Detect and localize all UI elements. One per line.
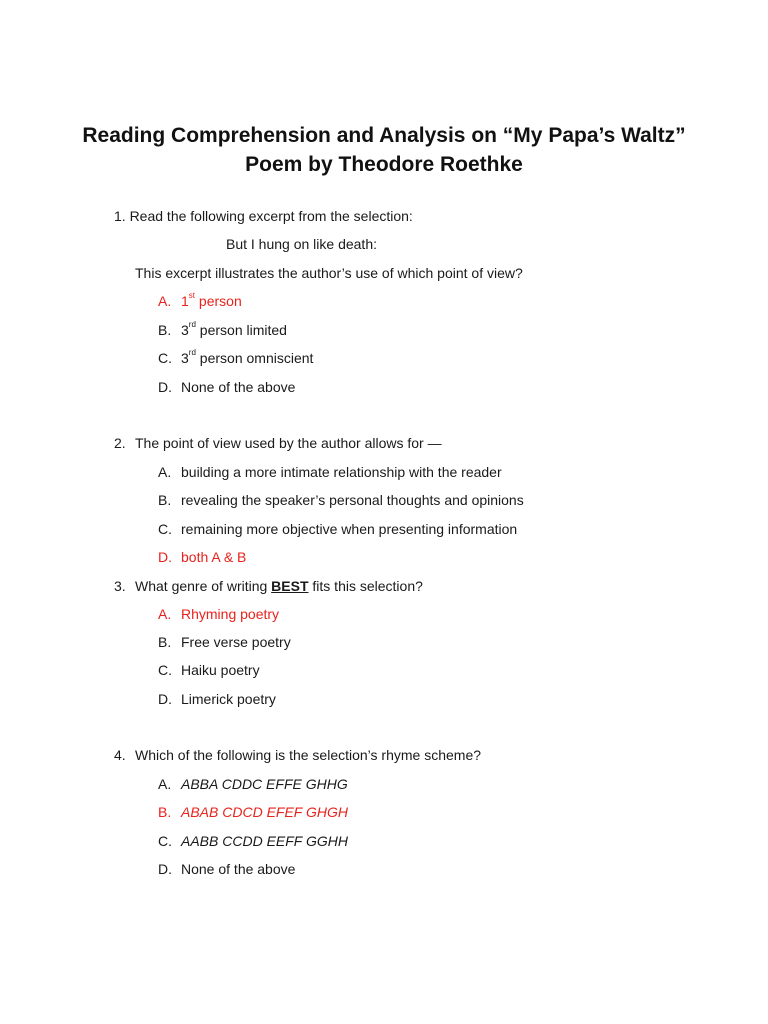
- option-text: building a more intimate relationship with the reader: [181, 464, 502, 480]
- title-line-1: Reading Comprehension and Analysis on “My Papa’s Waltz”: [82, 124, 686, 147]
- emphasis-best: BEST: [271, 578, 309, 594]
- option-text: None of the above: [181, 861, 296, 877]
- option-number: 1: [181, 293, 189, 309]
- q1-question: This excerpt illustrates the author’s use of which point of view?: [135, 265, 523, 281]
- option-text: Limerick poetry: [181, 691, 276, 707]
- option-text: both A & B: [181, 549, 247, 565]
- q3-question-end: fits this selection?: [308, 578, 423, 594]
- option-letter: D.: [158, 549, 172, 565]
- option-number: 3: [181, 350, 189, 366]
- title-line-2: Poem by Theodore Roethke: [245, 153, 523, 176]
- q1-prompt: 1. Read the following excerpt from the selection:: [114, 208, 413, 224]
- option-letter: C.: [158, 662, 172, 678]
- option-letter: D.: [158, 379, 172, 395]
- q3-question-start: What genre of writing: [135, 578, 272, 594]
- q3-number: 3.: [114, 578, 126, 594]
- option-letter: A.: [158, 293, 172, 309]
- option-text: Rhyming poetry: [181, 606, 280, 622]
- option-text: person limited: [195, 322, 287, 338]
- option-letter: B.: [158, 634, 172, 650]
- option-letter: D.: [158, 861, 172, 877]
- option-text: None of the above: [181, 379, 296, 395]
- option-letter: B.: [158, 322, 172, 338]
- option-text: ABAB CDCD EFEF GHGH: [181, 804, 348, 820]
- option-letter: A.: [158, 606, 172, 622]
- ordinal-suffix: rd: [188, 348, 196, 357]
- option-letter: B.: [158, 804, 172, 820]
- q2-question: The point of view used by the author allows for —: [135, 435, 442, 451]
- option-letter: C.: [158, 521, 172, 537]
- option-letter: A.: [158, 776, 172, 792]
- q1-excerpt: But I hung on like death:: [226, 236, 377, 252]
- option-text: AABB CCDD EEFF GGHH: [181, 833, 348, 849]
- option-letter: A.: [158, 464, 172, 480]
- option-text: remaining more objective when presenting information: [181, 521, 518, 537]
- option-text: Free verse poetry: [181, 634, 291, 650]
- option-text: revealing the speaker’s personal thoughts and opinions: [181, 492, 524, 508]
- option-text: Haiku poetry: [181, 662, 260, 678]
- option-text: person omniscient: [195, 350, 314, 366]
- option-letter: C.: [158, 833, 172, 849]
- option-text: ABBA CDDC EFFE GHHG: [181, 776, 348, 792]
- option-number: 3: [181, 322, 189, 338]
- q2-number: 2.: [114, 435, 126, 451]
- option-letter: C.: [158, 350, 172, 366]
- option-text: person: [195, 293, 242, 309]
- q4-number: 4.: [114, 747, 126, 763]
- option-letter: D.: [158, 691, 172, 707]
- ordinal-suffix: rd: [188, 320, 196, 329]
- option-letter: B.: [158, 492, 172, 508]
- ordinal-suffix: st: [188, 291, 196, 300]
- q4-question: Which of the following is the selection’s rhyme scheme?: [135, 747, 482, 763]
- q3-question: [135, 578, 423, 594]
